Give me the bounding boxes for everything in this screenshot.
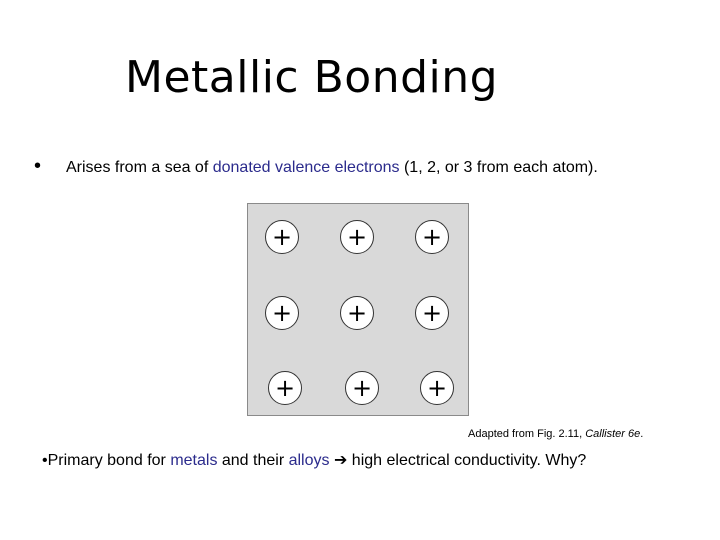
positive-ion-core: +: [340, 220, 374, 254]
bullet-marker: •: [34, 155, 42, 177]
metal-ion-lattice-figure: [247, 203, 469, 416]
positive-ion-core: +: [415, 296, 449, 330]
alloys-text: alloys: [288, 452, 330, 469]
positive-ion-core: +: [265, 296, 299, 330]
figure-caption: [468, 428, 643, 440]
bullet2-prefix: •Primary bond for: [42, 452, 171, 469]
positive-ion-core: +: [265, 220, 299, 254]
bullet-suffix: (1, 2, or 3 from each atom).: [399, 159, 598, 176]
bullet-text: [66, 158, 598, 178]
page-title: Metallic Bonding: [125, 52, 499, 103]
caption-prefix: Adapted from Fig. 2.11,: [468, 428, 586, 440]
caption-suffix: .: [640, 428, 644, 440]
positive-ion-core: +: [415, 220, 449, 254]
right-arrow-icon: ➔: [333, 450, 348, 469]
positive-ion-core: +: [345, 371, 379, 405]
positive-ion-core: +: [340, 296, 374, 330]
positive-ion-core: +: [268, 371, 302, 405]
bullet-prefix: Arises from a sea of: [66, 159, 213, 176]
metals-text: metals: [170, 452, 218, 469]
caption-italic: Callister 6e: [585, 428, 641, 440]
bullet2-suffix: high electrical conductivity. Why?: [347, 452, 587, 469]
bullet-highlight: donated valence electrons: [212, 159, 400, 176]
positive-ion-core: +: [420, 371, 454, 405]
bullet-primary-bond: [42, 450, 586, 470]
bullet2-middle: and their: [217, 452, 289, 469]
